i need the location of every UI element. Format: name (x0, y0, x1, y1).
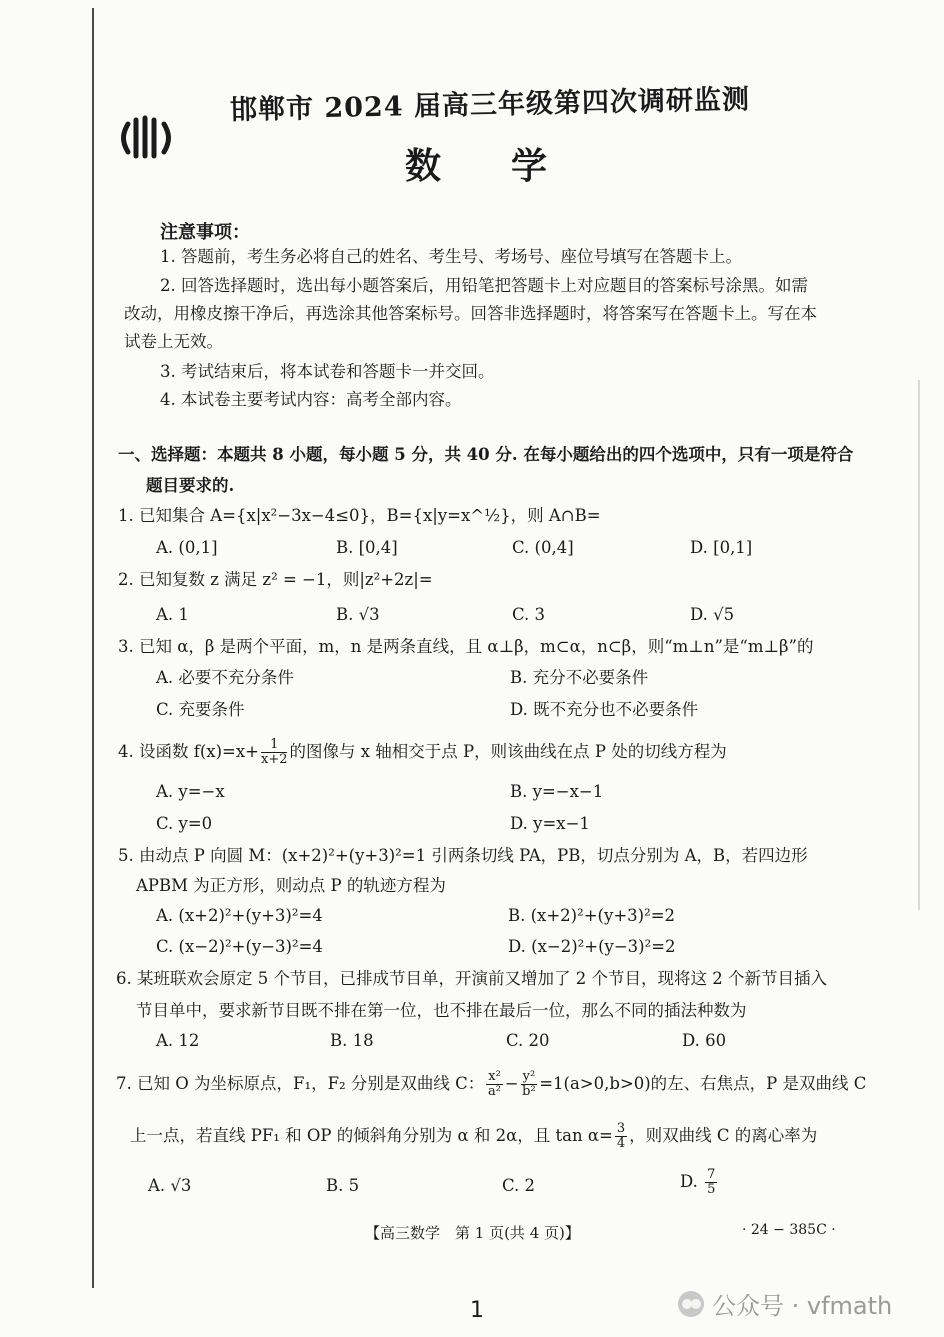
fraction-denominator: 4 (616, 1136, 626, 1151)
question-7-option-c: C. 2 (502, 1176, 536, 1195)
question-2-option-b: B. √3 (336, 605, 380, 624)
question-6-option-b: B. 18 (330, 1031, 374, 1050)
question-7-stem-post: =1(a>0,b>0)的左、右焦点，P 是双曲线 C (539, 1074, 867, 1093)
question-7-option-b: B. 5 (326, 1176, 360, 1195)
option-label: D. (680, 1172, 704, 1191)
question-5-option-d: D. (x−2)²+(y−3)²=2 (508, 937, 676, 956)
question-2-option-d: D. √5 (690, 605, 735, 624)
question-3-option-c: C. 充要条件 (156, 700, 245, 719)
question-3-option-d: D. 既不充分也不必要条件 (510, 700, 699, 719)
exam-code: · 24 − 385C · (742, 1222, 836, 1238)
page-number: 1 (470, 1298, 484, 1323)
scan-edge (918, 380, 920, 910)
question-4-stem-pre: 4. 设函数 f(x)=x+ (118, 742, 259, 761)
minus-sign: − (504, 1074, 519, 1093)
question-3-option-a: A. 必要不充分条件 (156, 668, 294, 687)
question-4-option-a: A. y=−x (156, 782, 225, 801)
fraction-denominator: a² (488, 1084, 501, 1099)
question-4-stem-post: 的图像与 x 轴相交于点 P，则该曲线在点 P 处的切线方程为 (289, 742, 727, 761)
notice-line: 1. 答题前，考生务必将自己的姓名、考生号、考场号、座位号填写在答题卡上。 (160, 247, 742, 266)
notice-line: 3. 考试结束后，将本试卷和答题卡一并交回。 (160, 362, 495, 381)
question-6-stem-cont: 节目单中，要求新节目既不排在第一位，也不排在最后一位，那么不同的插法种数为 (136, 1001, 747, 1020)
watermark (678, 1286, 892, 1321)
exam-title: 邯郸市 2024 届高三年级第四次调研监测 (229, 84, 751, 126)
tan-fraction (615, 1122, 627, 1151)
hyperbola-fraction-x (486, 1070, 503, 1099)
question-5-option-c: C. (x−2)²+(y−3)²=4 (156, 937, 323, 956)
question-7-stem-cont (130, 1122, 817, 1151)
question-6-option-a: A. 12 (156, 1031, 200, 1050)
question-2-stem: 2. 已知复数 z 满足 z² = −1，则|z²+2z|= (118, 570, 433, 589)
option-d-fraction (705, 1168, 717, 1197)
question-3-option-b: B. 充分不必要条件 (510, 668, 649, 687)
wechat-icon (678, 1291, 704, 1317)
notice-line: 2. 回答选择题时，选出每小题答案后，用铅笔把答题卡上对应题目的答案标号涂黑。如需 (160, 276, 808, 295)
question-6-option-d: D. 60 (682, 1031, 727, 1050)
notice-line: 改动，用橡皮擦干净后，再选涂其他答案标号。回答非选择题时，将答案写在答题卡上。写在本 (124, 304, 817, 323)
question-7-stem2-pre: 上一点，若直线 PF₁ 和 OP 的倾斜角分别为 α 和 2α，且 tan α= (130, 1126, 613, 1145)
question-4-option-b: B. y=−x−1 (510, 782, 604, 801)
notice-line: 试卷上无效。 (124, 332, 223, 351)
school-logo-icon (118, 108, 176, 166)
question-7-stem-pre: 7. 已知 O 为坐标原点，F₁，F₂ 分别是双曲线 C： (116, 1074, 485, 1093)
binding-margin-line (92, 8, 94, 1288)
question-1-stem: 1. 已知集合 A={x|x²−3x−4≤0}，B={x|y=x^½}，则 A∩B= (118, 506, 601, 525)
question-1-option-a: A. (0,1] (156, 538, 218, 557)
question-7-stem (116, 1070, 866, 1099)
question-6-option-c: C. 20 (506, 1031, 550, 1050)
question-2-option-a: A. 1 (156, 605, 189, 624)
fraction-denominator: 5 (707, 1182, 716, 1197)
question-6-stem: 6. 某班联欢会原定 5 个节目，已排成节目单，开演前又增加了 2 个节目，现将这 2 个新节目插入 (116, 969, 827, 988)
fraction-numerator: 3 (616, 1121, 626, 1136)
question-5-option-b: B. (x+2)²+(y+3)²=2 (508, 906, 676, 925)
question-1-option-b: B. [0,4] (336, 538, 398, 557)
fraction-numerator: y² (522, 1069, 536, 1084)
question-7-option-a: A. √3 (148, 1176, 192, 1195)
question-5-stem: 5. 由动点 P 向圆 M：(x+2)²+(y+3)²=1 引两条切线 PA，PB，切点分别为 A，B，若四边形 (118, 846, 808, 865)
notice-line: 4. 本试卷主要考试内容：高考全部内容。 (160, 390, 462, 409)
question-2-option-c: C. 3 (512, 605, 546, 624)
question-1-option-d: D. [0,1] (690, 538, 753, 557)
fraction-denominator: x+2 (260, 752, 288, 767)
section-heading: 一、选择题：本题共 8 小题，每小题 5 分，共 40 分. 在每小题给出的四个选项中，只有一项是符合 (118, 445, 854, 464)
question-7-stem2-post: ，则双曲线 C 的离心率为 (629, 1126, 818, 1145)
question-5-stem-cont: APBM 为正方形，则动点 P 的轨迹方程为 (136, 876, 446, 895)
question-5-option-a: A. (x+2)²+(y+3)²=4 (156, 906, 323, 925)
question-4-stem (118, 738, 727, 767)
question-4-fraction (261, 738, 288, 767)
question-7-option-d (680, 1168, 719, 1197)
question-4-option-c: C. y=0 (156, 814, 213, 833)
exam-subject: 数学 (405, 145, 618, 187)
question-4-option-d: D. y=x−1 (510, 814, 590, 833)
watermark-text: 公众号 · vfmath (712, 1292, 893, 1320)
hyperbola-fraction-y (521, 1070, 538, 1099)
fraction-denominator: b² (522, 1084, 536, 1099)
question-1-option-c: C. (0,4] (512, 538, 574, 557)
fraction-numerator: 1 (261, 738, 288, 753)
question-3-stem: 3. 已知 α，β 是两个平面，m，n 是两条直线，且 α⊥β，m⊂α，n⊂β，则“m⊥n”是“m⊥β”的 (118, 637, 814, 656)
notice-heading: 注意事项： (160, 222, 250, 243)
fraction-numerator: 7 (707, 1167, 716, 1182)
fraction-numerator: x² (488, 1069, 501, 1084)
section-heading-cont: 题目要求的. (146, 476, 235, 495)
page-footer: 【高三数学 第 1 页(共 4 页)】 (365, 1224, 580, 1242)
